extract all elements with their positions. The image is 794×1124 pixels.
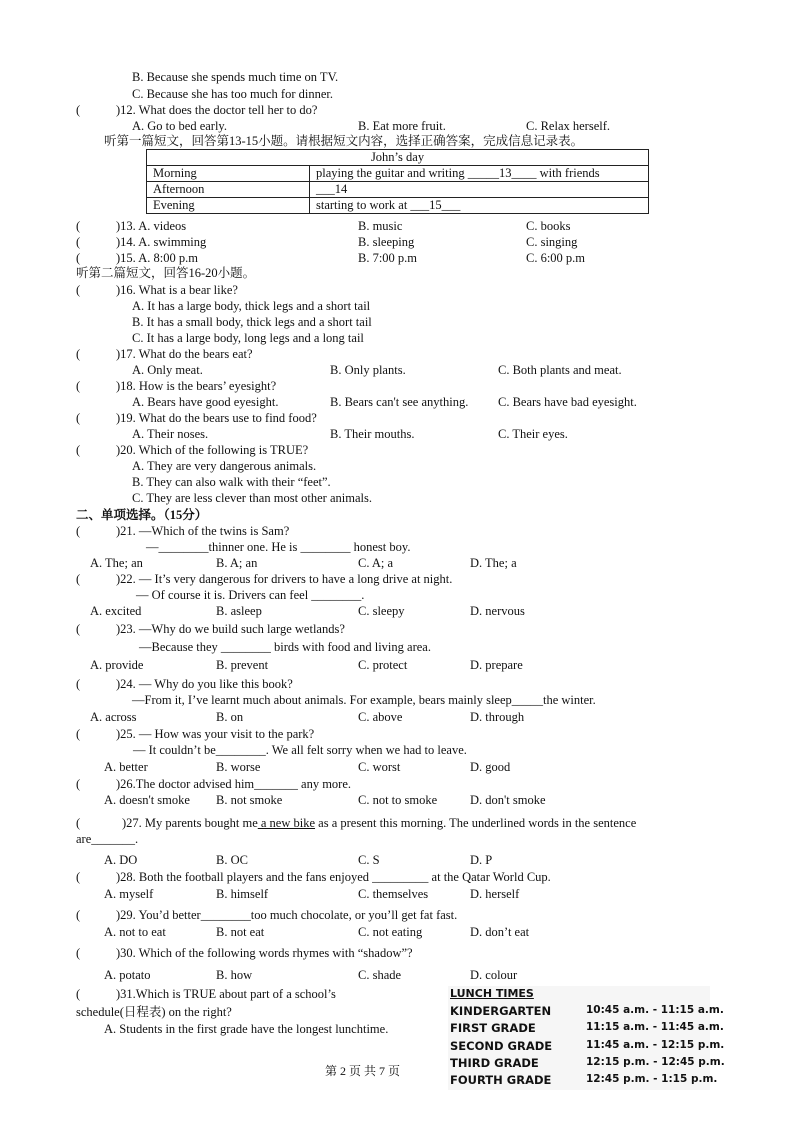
q24-option-a: A. across xyxy=(90,710,137,724)
q23-option-a: A. provide xyxy=(90,658,144,672)
q21-line2: —________thinner one. He is ________ honest boy. xyxy=(146,540,411,554)
q30-option-a: A. potato xyxy=(104,968,151,982)
q20-option-a: A. They are very dangerous animals. xyxy=(132,459,317,473)
table-row-value: ___14 xyxy=(310,182,649,198)
q21-option-d: D. The; a xyxy=(470,556,517,570)
table-row xyxy=(147,198,649,214)
q16-stem: )16. What is a bear like? xyxy=(116,283,238,297)
q17-option-b: B. Only plants. xyxy=(330,363,406,377)
q19-paren[interactable]: ( xyxy=(76,411,81,425)
q25-line2: — It couldn’t be________. We all felt sorry when we had to leave. xyxy=(133,743,467,757)
table-row-label: Morning xyxy=(147,166,310,182)
q16-option-c: C. It has a large body, long legs and a long tail xyxy=(132,331,364,345)
q31-stem: )31.Which is TRUE about part of a school’s xyxy=(116,987,336,1001)
q22-line2: — Of course it is. Drivers can feel ________. xyxy=(136,588,365,602)
q30-paren[interactable]: ( xyxy=(76,946,81,960)
q26-stem: )26.The doctor advised him_______ any more. xyxy=(116,777,352,791)
lunch-grade: FOURTH GRADE xyxy=(450,1073,552,1087)
table-row-label: Afternoon xyxy=(147,182,310,198)
q26-option-c: C. not to smoke xyxy=(358,793,438,807)
q24-stem: )24. — Why do you like this book? xyxy=(116,677,293,691)
q28-option-b: B. himself xyxy=(216,887,269,901)
q13-option-b: B. music xyxy=(358,219,403,233)
q31-option-a: A. Students in the first grade have the longest lunchtime. xyxy=(104,1022,389,1036)
q18-paren[interactable]: ( xyxy=(76,379,81,393)
lunch-grade: KINDERGARTEN xyxy=(450,1004,552,1018)
q29-option-d: D. don’t eat xyxy=(470,925,530,939)
q24-option-c: C. above xyxy=(358,710,403,724)
q17-stem: )17. What do the bears eat? xyxy=(116,347,253,361)
q12-option-a: A. Go to bed early. xyxy=(132,119,227,133)
q21-option-c: C. A; a xyxy=(358,556,394,570)
q18-option-b: B. Bears can't see anything. xyxy=(330,395,469,409)
q22-option-b: B. asleep xyxy=(216,604,262,618)
q25-option-d: D. good xyxy=(470,760,511,774)
lunch-time: 11:45 a.m. - 12:15 p.m. xyxy=(586,1039,725,1051)
q31-line2: schedule(日程表) on the right? xyxy=(76,1005,232,1019)
q25-option-a: A. better xyxy=(104,760,148,774)
q13-option-c: C. books xyxy=(526,219,571,233)
q18-stem: )18. How is the bears’ eyesight? xyxy=(116,379,277,393)
q23-option-b: B. prevent xyxy=(216,658,269,672)
q18-option-a: A. Bears have good eyesight. xyxy=(132,395,279,409)
q19-option-a: A. Their noses. xyxy=(132,427,209,441)
q17-option-a: A. Only meat. xyxy=(132,363,203,377)
q21-stem: )21. —Which of the twins is Sam? xyxy=(116,524,290,538)
q22-option-c: C. sleepy xyxy=(358,604,405,618)
q25-option-b: B. worse xyxy=(216,760,261,774)
q22-paren[interactable]: ( xyxy=(76,572,81,586)
page-footer: 第 2 页 共 7 页 xyxy=(325,1064,401,1078)
q17-option-c: C. Both plants and meat. xyxy=(498,363,622,377)
q27-stem: )27. My parents bought me a new bike as a present this morning. The underlined words in the sentence xyxy=(122,816,637,830)
q11-option-b: B. Because she spends much time on TV. xyxy=(132,70,339,84)
q27-option-a: A. DO xyxy=(104,853,138,867)
q19-stem: )19. What do the bears use to find food? xyxy=(116,411,317,425)
q14-option-b: B. sleeping xyxy=(358,235,415,249)
lunch-grade: SECOND GRADE xyxy=(450,1039,553,1053)
q14-option-c: C. singing xyxy=(526,235,578,249)
q12-option-c: C. Relax herself. xyxy=(526,119,611,133)
q26-paren[interactable]: ( xyxy=(76,777,81,791)
q25-paren[interactable]: ( xyxy=(76,727,81,741)
q25-stem: )25. — How was your visit to the park? xyxy=(116,727,315,741)
q20-option-c: C. They are less clever than most other animals. xyxy=(132,491,372,505)
q13-stem: )13. A. videos xyxy=(116,219,187,233)
q30-option-b: B. how xyxy=(216,968,253,982)
q21-option-a: A. The; an xyxy=(90,556,143,570)
q26-option-a: A. doesn't smoke xyxy=(104,793,190,807)
q26-option-d: D. don't smoke xyxy=(470,793,546,807)
table-row xyxy=(147,182,649,198)
q27-option-b: B. OC xyxy=(216,853,248,867)
table-row xyxy=(147,166,649,182)
q28-paren[interactable]: ( xyxy=(76,870,81,884)
lunch-times-title: LUNCH TIMES xyxy=(450,987,534,1000)
q14-paren[interactable]: ( xyxy=(76,235,81,249)
q24-paren[interactable]: ( xyxy=(76,677,81,691)
section-title: 二、单项选择。（15分） xyxy=(76,508,208,522)
q24-option-b: B. on xyxy=(216,710,244,724)
q15-option-b: B. 7:00 p.m xyxy=(358,251,418,265)
q24-line2: —From it, I’ve learnt much about animals. For example, bears mainly sleep_____the winter. xyxy=(132,693,596,707)
q18-option-c: C. Bears have bad eyesight. xyxy=(498,395,637,409)
lunch-grade: THIRD GRADE xyxy=(450,1056,539,1070)
q30-stem: )30. Which of the following words rhymes with “shadow”? xyxy=(116,946,413,960)
table-row-label: Evening xyxy=(147,198,310,214)
table-row-value: playing the guitar and writing _____13____ with friends xyxy=(310,166,649,182)
q29-option-b: B. not eat xyxy=(216,925,265,939)
q20-stem: )20. Which of the following is TRUE? xyxy=(116,443,309,457)
q16-paren[interactable]: ( xyxy=(76,283,81,297)
q15-paren[interactable]: ( xyxy=(76,251,81,265)
passage2-instruction: 听第二篇短文，回答16-20小题。 xyxy=(76,266,256,280)
q26-option-b: B. not smoke xyxy=(216,793,283,807)
q15-stem: )15. A. 8:00 p.m xyxy=(116,251,198,265)
q30-option-d: D. colour xyxy=(470,968,518,982)
q15-option-c: C. 6:00 p.m xyxy=(526,251,586,265)
lunch-time: 10:45 a.m. - 11:15 a.m. xyxy=(586,1004,724,1016)
lunch-time: 12:45 p.m. - 1:15 p.m. xyxy=(586,1073,718,1085)
q22-stem: )22. — It’s very dangerous for drivers to have a long drive at night. xyxy=(116,572,453,586)
q23-stem: )23. —Why do we build such large wetlands? xyxy=(116,622,345,636)
q23-option-d: D. prepare xyxy=(470,658,523,672)
q23-line2: —Because they ________ birds with food and living area. xyxy=(139,640,431,654)
q31-paren[interactable]: ( xyxy=(76,987,81,1001)
q21-option-b: B. A; an xyxy=(216,556,258,570)
q29-option-a: A. not to eat xyxy=(104,925,166,939)
q12-paren[interactable]: ( xyxy=(76,103,81,117)
q25-option-c: C. worst xyxy=(358,760,401,774)
q28-option-a: A. myself xyxy=(104,887,154,901)
q29-stem: )29. You’d better________too much chocolate, or you’ll get fat fast. xyxy=(116,908,458,922)
q11-option-c: C. Because she has too much for dinner. xyxy=(132,87,333,101)
table-row-value: starting to work at ___15___ xyxy=(310,198,649,214)
q12-option-b: B. Eat more fruit. xyxy=(358,119,446,133)
lunch-grade: FIRST GRADE xyxy=(450,1021,536,1035)
lunch-time: 11:15 a.m. - 11:45 a.m. xyxy=(586,1021,724,1033)
q13-paren[interactable]: ( xyxy=(76,219,81,233)
q27-option-d: D. P xyxy=(470,853,493,867)
q21-paren[interactable]: ( xyxy=(76,524,81,538)
passage1-instruction: 听第一篇短文，回答第13-15小题。请根据短文内容，选择正确答案，完成信息记录表。 xyxy=(104,134,584,148)
q20-paren[interactable]: ( xyxy=(76,443,81,457)
lunch-time: 12:15 p.m. - 12:45 p.m. xyxy=(586,1056,725,1068)
q19-option-c: C. Their eyes. xyxy=(498,427,568,441)
q27-line2: are_______. xyxy=(76,832,139,846)
q12-stem: )12. What does the doctor tell her to do? xyxy=(116,103,318,117)
q23-paren[interactable]: ( xyxy=(76,622,81,636)
q22-option-a: A. excited xyxy=(90,604,142,618)
q14-stem: )14. A. swimming xyxy=(116,235,207,249)
q23-option-c: C. protect xyxy=(358,658,408,672)
q22-option-d: D. nervous xyxy=(470,604,525,618)
q16-option-b: B. It has a small body, thick legs and a short tail xyxy=(132,315,372,329)
q28-option-d: D. herself xyxy=(470,887,520,901)
q19-option-b: B. Their mouths. xyxy=(330,427,415,441)
q28-stem: )28. Both the football players and the fans enjoyed _________ at the Qatar World Cup. xyxy=(116,870,551,884)
q24-option-d: D. through xyxy=(470,710,525,724)
q29-paren[interactable]: ( xyxy=(76,908,81,922)
johns-day-table xyxy=(146,149,649,214)
q20-option-b: B. They can also walk with their “feet”. xyxy=(132,475,331,489)
q17-paren[interactable]: ( xyxy=(76,347,81,361)
q27-option-c: C. S xyxy=(358,853,380,867)
q29-option-c: C. not eating xyxy=(358,925,423,939)
q27-paren[interactable]: ( xyxy=(76,816,81,830)
q16-option-a: A. It has a large body, thick legs and a short tail xyxy=(132,299,371,313)
q30-option-c: C. shade xyxy=(358,968,402,982)
table-title: John’s day xyxy=(147,150,649,166)
lunch-times-schedule xyxy=(448,986,725,1090)
q28-option-c: C. themselves xyxy=(358,887,429,901)
